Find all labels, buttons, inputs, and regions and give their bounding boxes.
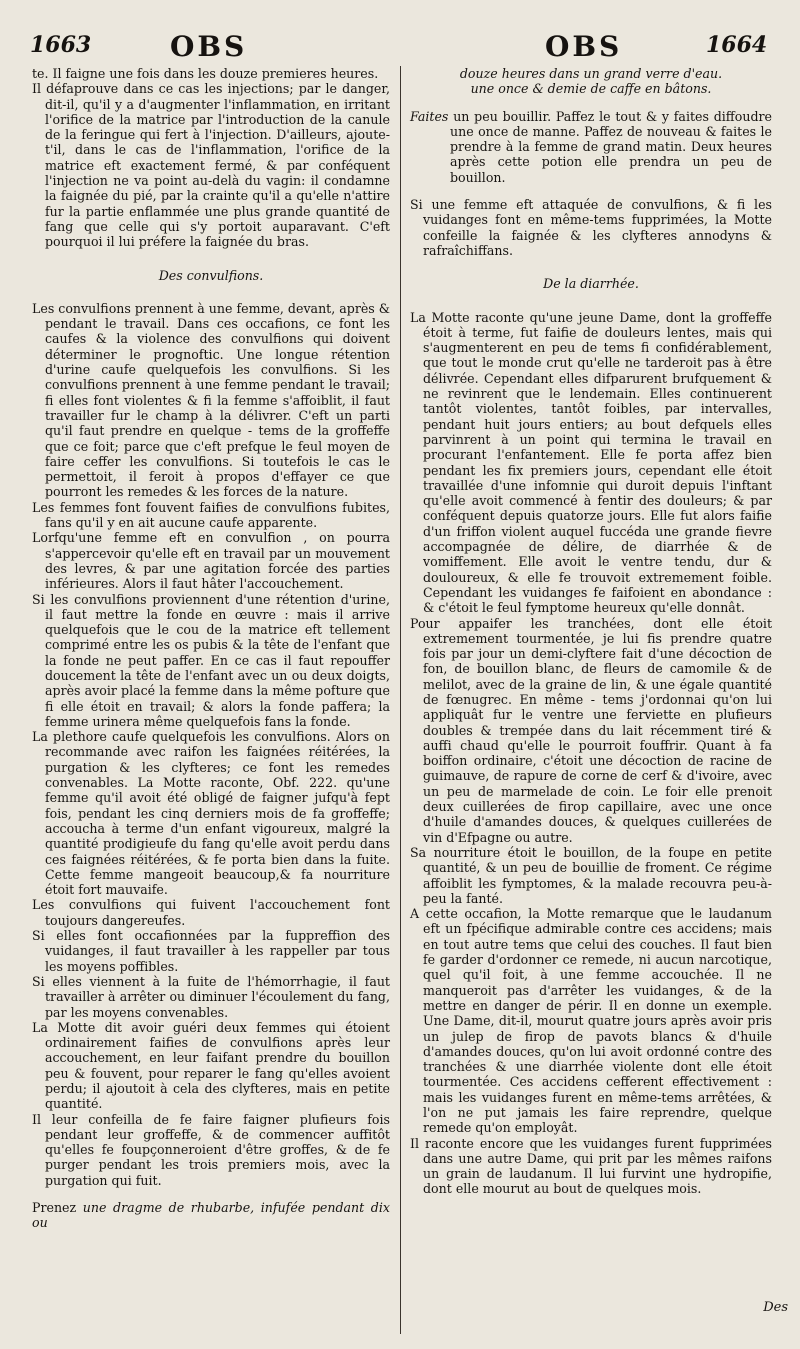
right-running-head: OBS bbox=[545, 30, 623, 63]
paragraph: Si elles viennent à la fuite de l'hémorrhagie, il faut travailler à arrêter ou diminuer l'écoulement du fang, par les moyens convenables. bbox=[32, 973, 390, 1020]
column-divider bbox=[400, 66, 401, 1334]
left-page-number: 1663 bbox=[30, 32, 92, 58]
paragraph: Les convulfions qui fuivent l'accouchement font toujours dangereufes. bbox=[32, 897, 390, 928]
paragraph: te. Il faigne une fois dans les douze premieres heures. bbox=[32, 66, 379, 81]
left-column bbox=[32, 66, 390, 1231]
paragraph: Il défaprouve dans ce cas les injections; par le danger, dit-il, qu'il y a d'augmenter l'inflammation, en irritant l'orifice de la matrice par l'introduction de la canule de la feringue qui fert à l'injection. D'ailleurs, ajoute-t'il, dans le cas de l'inflammation, l'orifice de la matrice eft exactement fermé, & par conféquent l'injection ne va point au-delà du vagin: il condamne la faignée du pié, par la crainte qu'il a qu'elle n'attire fur la partie enflammée une plus grande quantité de fang que celle qui s'y portoit auparavant. C'eft pourquoi il lui préfere la faignée du bras. bbox=[32, 81, 390, 250]
catchword: Des bbox=[763, 1300, 788, 1315]
section-heading-convulsions: Des convulfions. bbox=[158, 267, 264, 283]
left-running-head: OBS bbox=[170, 30, 248, 63]
right-column bbox=[410, 66, 772, 1197]
paragraph: A cette occafion, la Motte remarque que le laudanum eft un fpécifique admirable contre ces accidens; mais en tout autre tems que celui des couches. Il faut bien fe garder d'ordonner ce remede, ni aucun narcotique, quel qu'il foit, à une femme accouchée. Il ne manqueroit pas d'arrêter les vuidanges, & de la mettre en danger de périr. Il en donne un exemple. Une Dame, dit-il, mourut quatre jours après avoir pris un julep de firop de pavots blancs & d'huile d'amandes douces, qu'on lui avoit ordonné contre des tranchées & une diarrhée violente dont elle étoit tourmentée. Ces accidens cefferent effectivement : mais les vuidanges furent en même-tems arrêtées, & l'on ne put jamais les faire reprendre, quelque remede qu'on employât. bbox=[410, 906, 772, 1136]
paragraph: Pour appaifer les tranchées, dont elle étoit extremement tourmentée, je lui fis prendre quatre fois par jour un demi-clyftere fait d'une décoction de fon, de bouillon blanc, de fleurs de camomile & de melilot, avec de la graine de lin, & une égale quantité de fœnugrec. En même - tems j'ordonnai qu'on lui appliquât fur le ventre une ferviette en plufieurs doubles & trempée dans du lait récemment tiré & auffi chaud qu'elle le pourroit fouffrir. Quant à fa boiffon ordinaire, c'étoit une décoction de racine de guimauve, de rapure de corne de cerf & d'ivoire, avec un peu de marmelade de coin. Le foir elle prenoit deux cuillerées de firop capillaire, avec une once d'huile d'amandes douces, & quelques cuillerées de vin d'Efpagne ou autre. bbox=[410, 615, 772, 845]
prescription-lead: Faites bbox=[410, 108, 449, 124]
paragraph: Sa nourriture étoit le bouillon, de la foupe en petite quantité, & un peu de bouillie de froment. Ce régime affoiblit les fymptomes, & la malade recouvra peu-à-peu la fanté. bbox=[410, 844, 772, 906]
paragraph: Si elles font occafionnées par la fuppreffion des vuidanges, il faut travailler à les rappeller par tous les moyens poffibles. bbox=[32, 928, 390, 974]
paragraph: Les convulfions prennent à une femme, devant, après & pendant le travail. Dans ces occafions, ce font les caufes & la violence des convulfions qui doivent déterminer le prognoftic. Une longue rétention d'urine caufe quelquefois les convulfions. Si les convulfions prennent à une femme pendant le travail; fi elles font violentes & fi la femme s'affoiblit, il faut travailler fur le champ à la délivrer. C'eft un parti qu'il faut prendre en quelque - tems de la groffeffe que ce foit; parce que c'eft prefque le feul moyen de faire ceffer les convulfions. Si toutefois le cas le permettoit, il feroit à propos d'effayer ce que pourront les remedes & les forces de la nature. bbox=[32, 300, 390, 500]
paragraph: Lorfqu'une femme eft en convulfion , on pourra s'appercevoir qu'elle eft en travail par un mouvement des levres, & par une agitation forcée des parties inférieures. Alors il faut hâter l'accouchement. bbox=[32, 530, 390, 592]
paragraph: La plethore caufe quelquefois les convulfions. Alors on recommande avec raifon les faignées réitérées, la purgation & les clyfteres; ce font les remedes convenables. La Motte raconte, Obf. 222. qu'une femme qu'il avoit été obligé de faigner jufqu'à fept fois, pendant les cinq derniers mois de fa groffeffe; accoucha à terme d'un enfant vigoureux, malgré la quantité prodigieufe du fang qu'elle avoit perdu dans ces faignées réitérées, & fe porta bien dans la fuite. Cette femme mangeoit beaucoup,& fa nourriture étoit fort mauvaife. bbox=[32, 729, 390, 898]
paragraph: La Motte dit avoir guéri deux femmes qui étoient ordinairement faifies de convulfions après leur accouchement, en leur faifant prendre du bouillon peu & fouvent, pour reparer le fang qu'elles avoient perdu; il ajoutoit à cela des clyfteres, mais en petite quantité. bbox=[32, 1019, 390, 1112]
right-page-number: 1664 bbox=[706, 32, 768, 58]
prescription-lead: Prenez bbox=[32, 1200, 77, 1216]
paragraph: Si une femme eft attaquée de convulfions, & fi les vuidanges font en même-tems fupprimées, la Motte confeille la faignée & les clyfteres annodyns & rafraîchiffans. bbox=[410, 197, 772, 258]
prescription-line: une once & demie de caffe en bâtons. bbox=[470, 81, 712, 97]
prescription-instructions bbox=[410, 109, 772, 185]
paragraph: Les femmes font fouvent faifies de convulfions fubites, fans qu'il y en ait aucune caufe apparente. bbox=[32, 499, 390, 531]
paragraph: Il leur confeilla de fe faire faigner plufieurs fois pendant leur groffeffe, & de commencer auffitôt qu'elles fe foupçonneroient d'être groffes, & de fe purger pendant les trois premiers mois, avec la purgation qui fuit. bbox=[32, 1111, 390, 1188]
prescription-line: douze heures dans un grand verre d'eau. bbox=[459, 66, 723, 81]
prescription-body: un peu bouillir. Paffez le tout & y faites diffoudre une once de manne. Paffez de nouveau & faites le prendre à la femme de grand matin. Deux heures après cette potion elle prendra un peu de bouillon. bbox=[450, 108, 772, 185]
paragraph: Si les convulfions proviennent d'une rétention d'urine, il faut mettre la fonde en œuvre : mais il arrive quelquefois que le cou de la matrice eft tellement comprimé entre les os pubis & la tête de l'enfant que la fonde ne peut paffer. En ce cas il faut repouffer doucement la tête de l'enfant avec un ou deux doigts, après avoir placé la femme dans la même pofture que fi elle étoit en travail; & alors la fonde paffera; la femme urinera même quelquefois fans la fonde. bbox=[32, 591, 390, 729]
prescription bbox=[32, 1200, 390, 1231]
paragraph: Il raconte encore que les vuidanges furent fupprimées dans une autre Dame, qui prit par les mêmes raifons un grain de laudanum. Il lui furvint une hydropifie, dont elle mourut au bout de quelques mois. bbox=[410, 1135, 772, 1197]
paragraph: La Motte raconte qu'une jeune Dame, dont la groffeffe étoit à terme, fut faifie de douleurs lentes, mais qui s'augmenterent en peu de tems fi confidérablement, que tout le monde crut qu'elle ne tarderoit pas à être délivrée. Cependant elles difparurent brufquement & ne revinrent que le lendemain. Elles continuerent tantôt violentes, tantôt foibles, par intervalles, pendant huit jours entiers; au bout defquels elles parvinrent à un point qui termina le travail en procurant l'enfantement. Elle fe porta affez bien pendant les fix premiers jours, cependant elle étoit travaillée d'une infomnie qui duroit depuis l'inftant qu'elle avoit commencé à fentir des douleurs; & par conféquent depuis quatorze jours. Elle fut alors faifie d'un friffon violent auquel fuccéda une grande fievre accompagnée de délire, de diarrhée & de vomiffement. Elle avoit le ventre tendu, dur & douloureux, & elle fe trouvoit extremement foible. Cependant les vuidanges fe faifoient en abondance : & c'étoit le feul fymptome heureux qu'elle donnât. bbox=[410, 309, 772, 616]
prescription-text: une dragme de rhubarbe, infufée pendant dix ou bbox=[32, 1200, 390, 1231]
section-heading-diarrhea: De la diarrhée. bbox=[543, 276, 639, 292]
